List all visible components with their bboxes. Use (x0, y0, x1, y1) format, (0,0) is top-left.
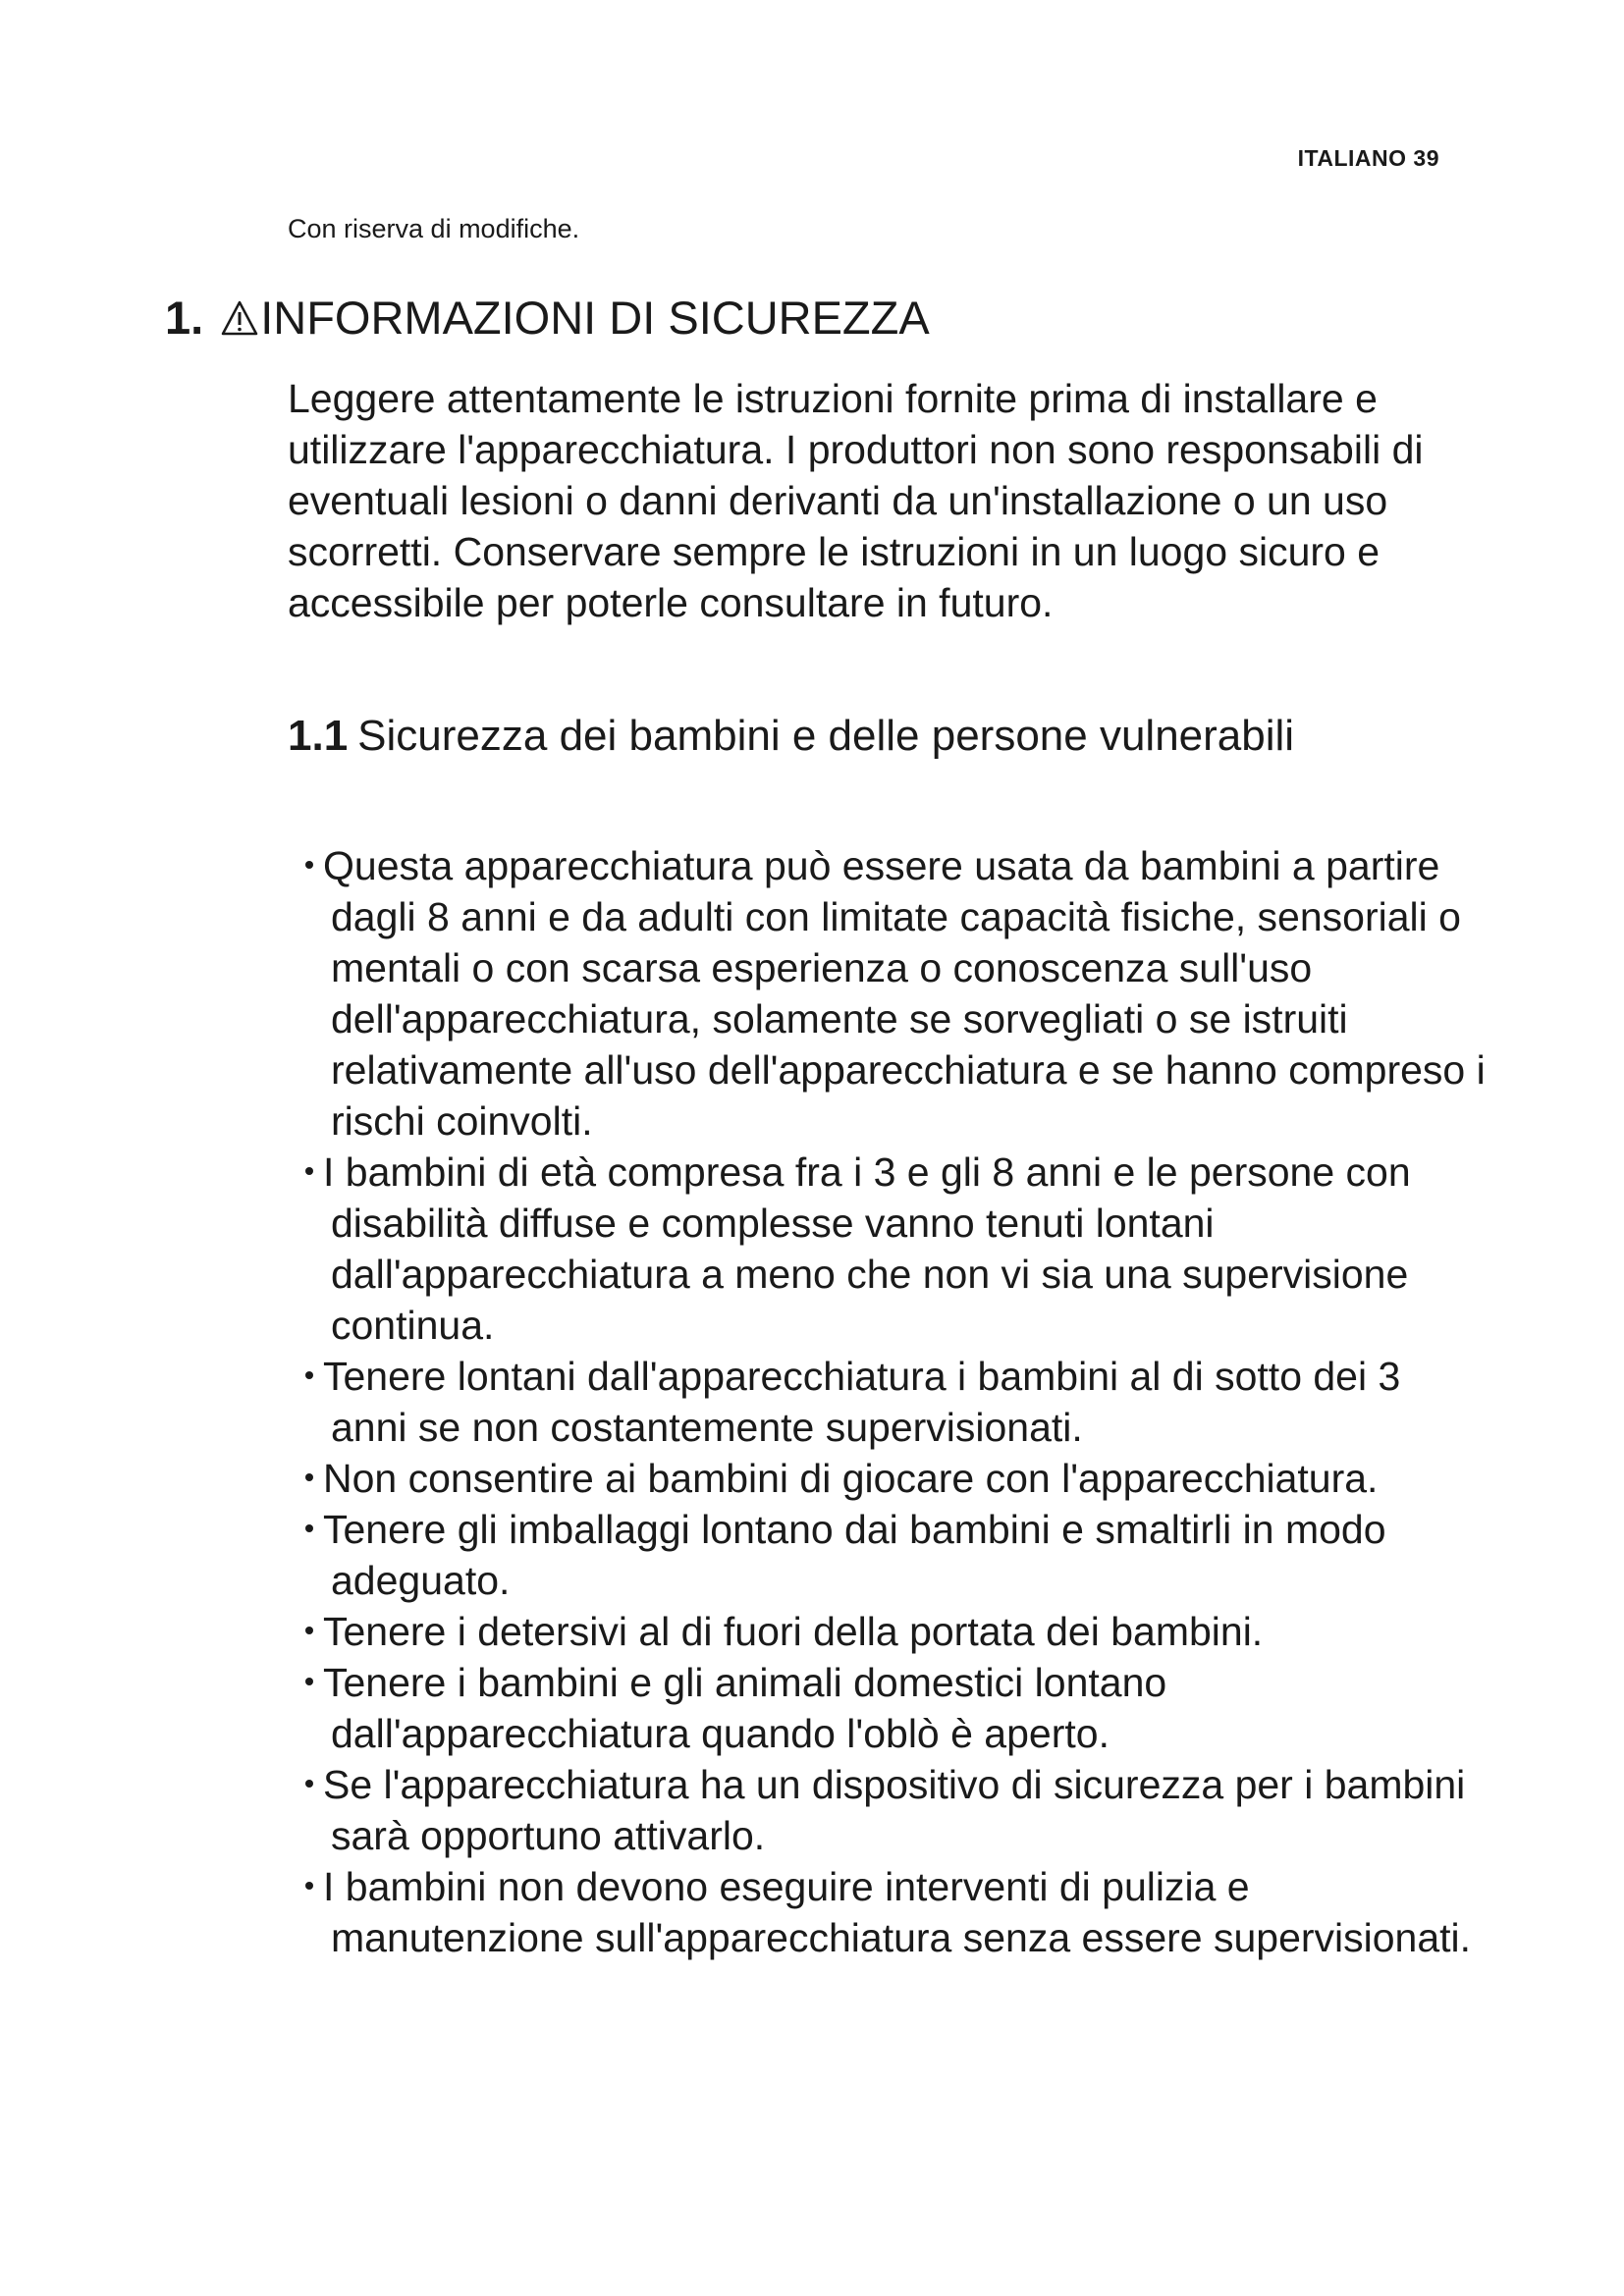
subsection-title: Sicurezza dei bambini e delle persone vulnerabili (357, 712, 1295, 760)
bullet-icon (305, 1627, 313, 1634)
warning-triangle-icon (221, 300, 258, 336)
list-item: Tenere i bambini e gli animali domestici lontano dall'apparecchiatura quando l'oblò è aperto. (288, 1657, 1486, 1759)
page-header (1298, 145, 1439, 172)
bullet-icon (305, 861, 313, 869)
bullet-icon (305, 1882, 313, 1890)
list-item: I bambini di età compresa fra i 3 e gli 8 anni e le persone con disabilità diffuse e complesse vanno tenuti lontani dall'apparecchiatura a meno che non vi sia una supervisione continua. (288, 1147, 1486, 1351)
list-item: I bambini non devono eseguire interventi di pulizia e manutenzione sull'apparecchiatura senza essere supervisionati. (288, 1861, 1486, 1963)
list-item: Tenere gli imballaggi lontano dai bambini e smaltirli in modo adeguato. (288, 1504, 1486, 1606)
bullet-icon (305, 1473, 313, 1481)
section-title: INFORMAZIONI DI SICUREZZA (260, 292, 930, 344)
header-language: ITALIANO (1297, 145, 1407, 171)
section-number: 1. (165, 292, 204, 344)
bullet-icon (305, 1678, 313, 1685)
bullet-icon (305, 1524, 313, 1532)
list-item: Tenere i detersivi al di fuori della portata dei bambini. (288, 1606, 1486, 1657)
bullet-icon (305, 1780, 313, 1788)
intro-paragraph: Leggere attentamente le istruzioni fornite prima di installare e utilizzare l'apparecchiatura. I produttori non sono responsabili di eventuali lesioni o danni derivanti da un'installazione o un uso scorretti. Conservare sempre le istruzioni in un luogo sicuro e accessibile per poterle consultare in futuro. (288, 376, 1424, 625)
safety-bullet-list (288, 840, 1486, 1963)
subsection-heading (288, 709, 1368, 763)
subsection-number: 1.1 (288, 712, 349, 760)
header-page-number: 39 (1413, 145, 1439, 171)
list-item: Se l'apparecchiatura ha un dispositivo di sicurezza per i bambini sarà opportuno attivarlo. (288, 1759, 1486, 1861)
revision-notice: Con riserva di modifiche. (288, 214, 580, 243)
section-heading (165, 291, 930, 346)
list-item: Non consentire ai bambini di giocare con l'apparecchiatura. (288, 1453, 1486, 1504)
list-item: Questa apparecchiatura può essere usata da bambini a partire dagli 8 anni e da adulti con limitate capacità fisiche, sensoriali o mentali o con scarsa esperienza o conoscenza sull'uso dell'apparecchiatura, solamente se sorvegliati o se istruiti relativamente all'uso dell'apparecchiatura e se hanno compreso i rischi coinvolti. (288, 840, 1486, 1147)
bullet-icon (305, 1167, 313, 1175)
list-item: Tenere lontani dall'apparecchiatura i bambini al di sotto dei 3 anni se non costantemente supervisionati. (288, 1351, 1486, 1453)
bullet-icon (305, 1371, 313, 1379)
